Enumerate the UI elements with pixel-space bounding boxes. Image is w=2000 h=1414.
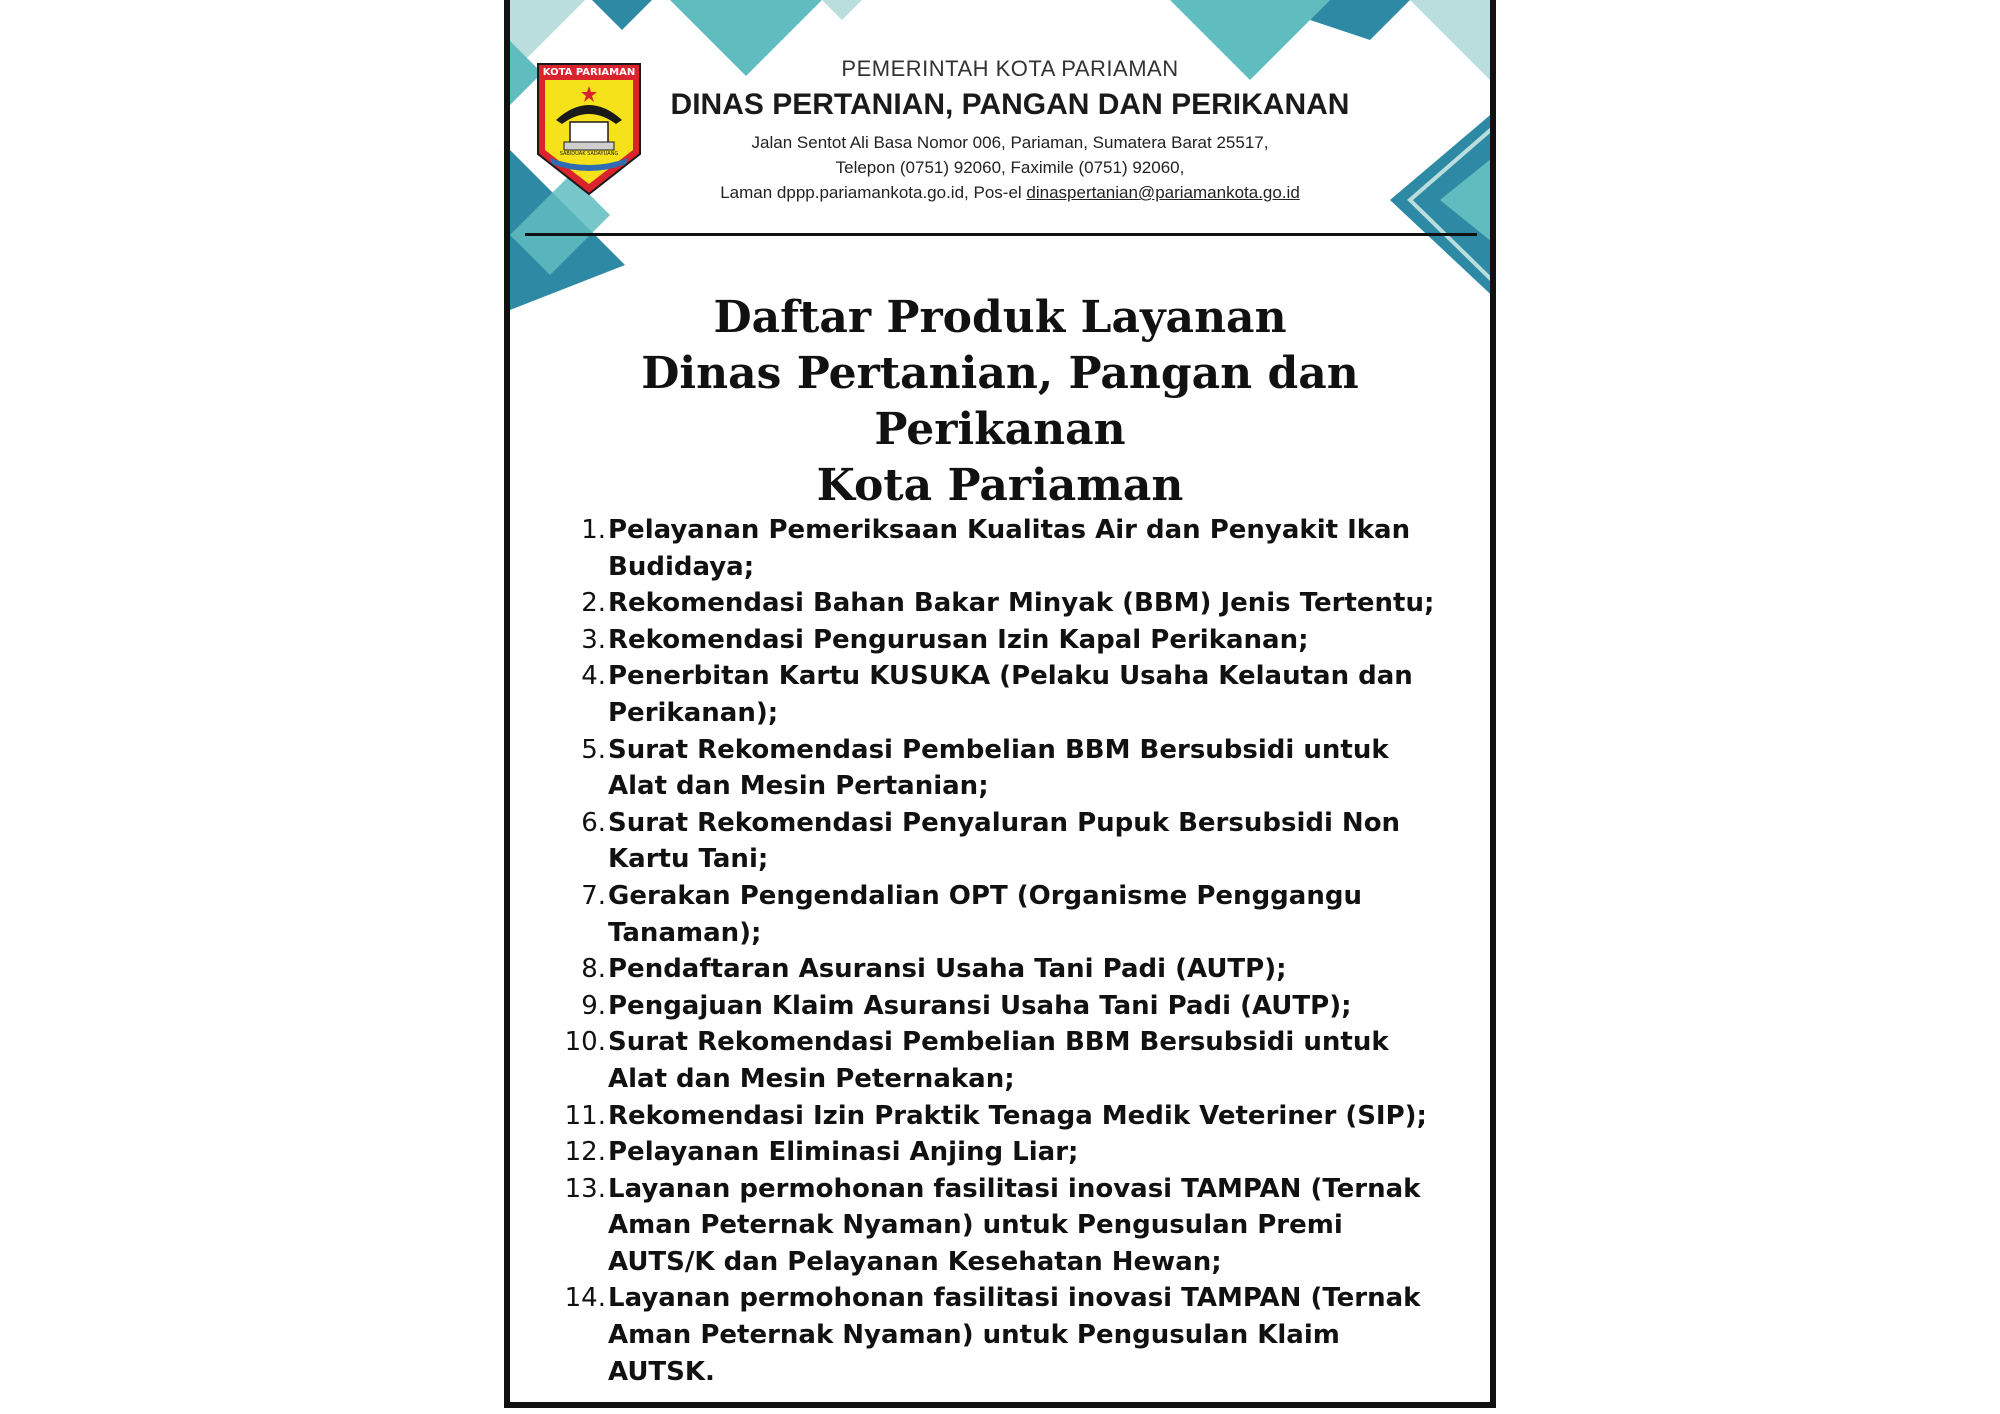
list-item — [550, 805, 1450, 878]
item-text: Rekomendasi Bahan Bakar Minyak (BBM) Jenis Tertentu; — [608, 588, 1435, 619]
list-item — [550, 1171, 1450, 1281]
list-item — [550, 658, 1450, 731]
item-text: Surat Rekomendasi Penyaluran Pupuk Bersubsidi Non Kartu Tani; — [608, 807, 1401, 875]
header-divider — [525, 233, 1477, 236]
email-link[interactable]: dinaspertanian@pariamankota.go.id — [1026, 183, 1300, 202]
item-text: Rekomendasi Pengurusan Izin Kapal Perikanan; — [608, 624, 1309, 655]
list-item — [550, 1098, 1450, 1135]
web-line — [660, 180, 1360, 205]
list-item — [550, 622, 1450, 659]
list-item — [550, 878, 1450, 951]
kota-pariaman-logo — [536, 62, 642, 196]
item-text: Surat Rekomendasi Pembelian BBM Bersubsidi untuk Alat dan Mesin Peternakan; — [608, 1027, 1389, 1094]
item-number: 14. — [564, 1283, 606, 1314]
list-item — [550, 951, 1450, 988]
list-item — [550, 732, 1450, 805]
item-text: Pelayanan Pemeriksaan Kualitas Air dan Penyakit Ikan Budidaya; — [608, 515, 1411, 582]
title-line-1: Daftar Produk Layanan — [713, 292, 1287, 343]
government-name: PEMERINTAH KOTA PARIAMAN — [841, 56, 1179, 81]
website-text: Laman dppp.pariamankota.go.id, Pos-el — [720, 183, 1022, 202]
item-text: Rekomendasi Izin Praktik Tenaga Medik Veteriner (SIP); — [608, 1100, 1427, 1131]
svg-text:KOTA PARIAMAN: KOTA PARIAMAN — [542, 67, 636, 78]
item-text: Surat Rekomendasi Pembelian BBM Bersubsidi untuk Alat dan Mesin Pertanian; — [608, 734, 1389, 802]
item-number: 2. — [581, 588, 606, 619]
title-line-2: Dinas Pertanian, Pangan dan Perikanan — [641, 348, 1359, 455]
item-text: Pengajuan Klaim Asuransi Usaha Tani Padi (AUTP); — [608, 990, 1352, 1021]
item-text: Gerakan Pengendalian OPT (Organisme Penggangu Tanaman); — [608, 880, 1362, 948]
list-item — [550, 1134, 1450, 1171]
item-text: Layanan permohonan fasilitasi inovasi TAMPAN (Ternak Aman Peternak Nyaman) untuk Pengusulan Klaim AUTSK. — [608, 1283, 1421, 1387]
item-text: Pelayanan Eliminasi Anjing Liar; — [608, 1137, 1079, 1168]
item-text: Pendaftaran Asuransi Usaha Tani Padi (AUTP); — [608, 954, 1287, 985]
document-title — [510, 290, 1490, 514]
item-number: 10. — [564, 1027, 606, 1058]
item-number: 4. — [581, 661, 606, 692]
address-line: Jalan Sentot Ali Basa Nomor 006, Pariaman, Sumatera Barat 25517, — [751, 133, 1269, 152]
item-text: Penerbitan Kartu KUSUKA (Pelaku Usaha Kelautan dan Perikanan); — [608, 661, 1413, 728]
decor-triangle — [822, 0, 862, 20]
list-item — [550, 1024, 1450, 1097]
svg-text:SABIDUAK SADAYUANG: SABIDUAK SADAYUANG — [559, 151, 619, 157]
item-number: 8. — [581, 954, 606, 985]
item-number: 7. — [581, 880, 606, 911]
list-item — [550, 585, 1450, 622]
item-number: 5. — [581, 734, 606, 765]
item-number: 1. — [581, 515, 606, 545]
service-list — [550, 512, 1450, 1390]
title-line-3: Kota Pariaman — [816, 460, 1184, 511]
decor-diamond — [592, 0, 652, 30]
item-text: Layanan permohonan fasilitasi inovasi TAMPAN (Ternak Aman Peternak Nyaman) untuk Pengusulan Premi AUTS/K dan Pelayanan Kesehatan Hewan; — [608, 1173, 1421, 1277]
item-number: 3. — [581, 624, 606, 655]
item-number: 12. — [564, 1137, 606, 1168]
list-item — [550, 512, 1450, 585]
list-item — [550, 988, 1450, 1025]
decor-triangle — [1410, 0, 1496, 92]
contact-block — [660, 130, 1360, 205]
item-number: 11. — [564, 1100, 606, 1131]
list-item — [550, 1280, 1450, 1390]
item-number: 9. — [581, 990, 606, 1021]
decor-diamond — [1310, 0, 1410, 40]
phone-line: Telepon (0751) 92060, Faximile (0751) 92060, — [835, 158, 1185, 177]
letterhead — [660, 56, 1360, 205]
agency-name: DINAS PERTANIAN, PANGAN DAN PERIKANAN — [670, 88, 1350, 121]
item-number: 6. — [581, 807, 606, 838]
document-page — [504, 0, 1496, 1408]
item-number: 13. — [564, 1173, 606, 1204]
